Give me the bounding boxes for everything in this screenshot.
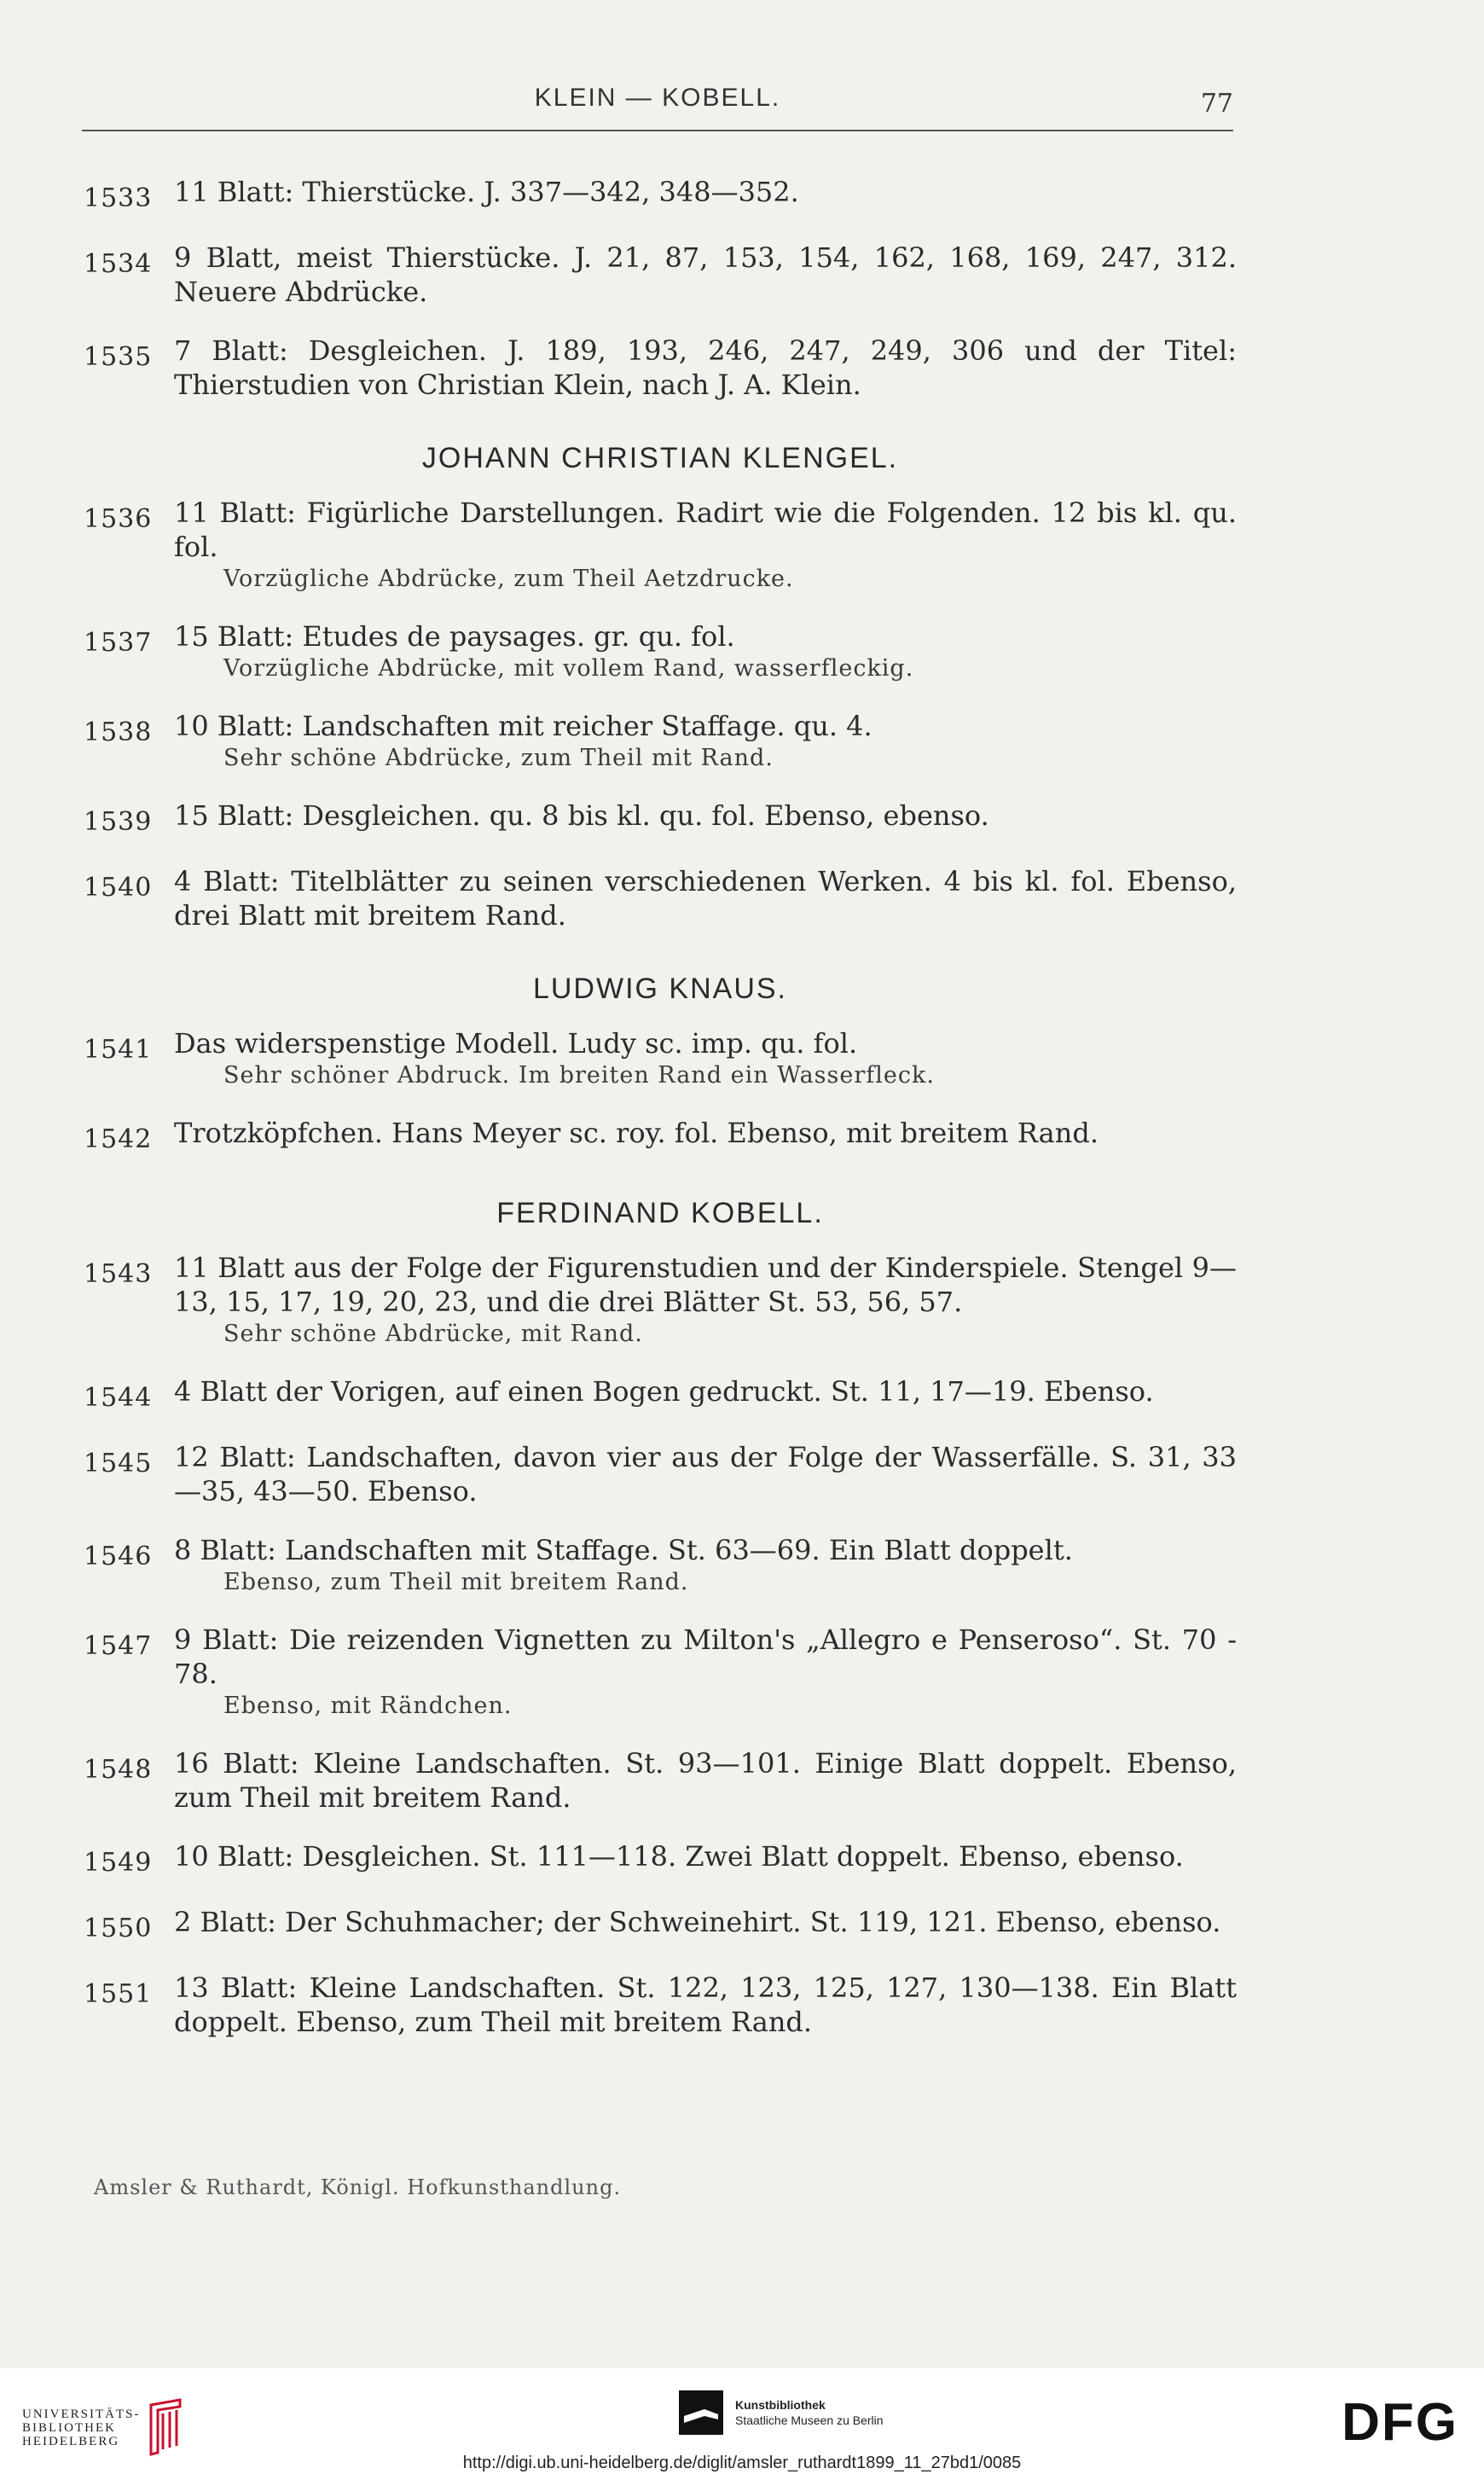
entry-description: 16 Blatt: Kleine Landschaften. St. 93—101. Einige Blatt doppelt. Ebenso, zum Theil mit breitem Rand. — [174, 1747, 1237, 1814]
entry-number: 1538 — [84, 717, 153, 747]
footer-bar — [0, 2368, 1484, 2480]
entry-number: 1534 — [84, 249, 153, 279]
section-title-knaus: LUDWIG KNAUS. — [532, 973, 788, 1005]
entry-number: 1545 — [84, 1449, 153, 1478]
catalogue-entry — [84, 1440, 1237, 1508]
entry-description: 9 Blatt: Die reizenden Vignetten zu Milton's „Allegro e Penseroso“. St. 70 - 78. — [174, 1623, 1237, 1690]
catalogue-entry — [84, 1905, 1237, 1946]
publisher-line: Amsler & Ruthardt, Königl. Hofkunsthandlung. — [94, 2175, 622, 2199]
entry-number: 1541 — [84, 1035, 153, 1065]
entry-description: Trotzköpfchen. Hans Meyer sc. roy. fol. Ebenso, mit breitem Rand. — [174, 1117, 1099, 1149]
catalogue-entry — [84, 864, 1237, 932]
catalogue-entry — [84, 619, 1237, 684]
entry-number: 1546 — [84, 1542, 153, 1571]
entry-number: 1550 — [84, 1914, 153, 1943]
entry-number: 1537 — [84, 628, 153, 658]
kunstbibliothek-emblem-icon — [679, 2390, 723, 2435]
catalogue-entry — [84, 1026, 1237, 1091]
catalogue-entry — [84, 496, 1237, 595]
catalogue-content — [84, 175, 1237, 2039]
entry-number: 1540 — [84, 873, 153, 903]
entry-note: Sehr schöne Abdrücke, mit Rand. — [223, 1321, 643, 1347]
ub-logo-line-3: HEIDELBERG — [22, 2435, 120, 2448]
entry-description: 11 Blatt: Thierstücke. J. 337—342, 348—352. — [174, 176, 799, 208]
page-number: 77 — [1200, 89, 1233, 119]
catalogue-entry — [84, 1533, 1237, 1598]
catalogue-entry — [84, 1116, 1237, 1157]
entry-description: 11 Blatt aus der Folge der Figurenstudien und der Kinderspiele. Stengel 9—13, 15, 17, 19, 20, 23, und die drei Blätter St. 53, 56, 57. — [174, 1252, 1237, 1318]
entry-number: 1533 — [84, 183, 153, 213]
ub-logo-text — [22, 2407, 141, 2448]
kunstbibliothek-name: Kunstbibliothek — [735, 2398, 826, 2412]
entry-description: 13 Blatt: Kleine Landschaften. St. 122, 123, 125, 127, 130—138. Ein Blatt doppelt. Ebenso, zum Theil mit breitem Rand. — [174, 1972, 1237, 2038]
entry-description: 8 Blatt: Landschaften mit Staffage. St. 63—69. Ein Blatt doppelt. — [174, 1534, 1073, 1566]
ub-heidelberg-logo[interactable] — [22, 2398, 187, 2458]
entry-number: 1535 — [84, 342, 153, 372]
catalogue-entry — [84, 1374, 1237, 1415]
entry-description: 11 Blatt: Figürliche Darstellungen. Radirt wie die Folgenden. 12 bis kl. qu. fol. — [174, 497, 1237, 563]
entry-description: Das widerspenstige Modell. Ludy sc. imp. qu. fol. — [174, 1027, 858, 1060]
entry-note: Vorzügliche Abdrücke, zum Theil Aetzdrucke. — [223, 566, 794, 592]
source-url-link[interactable]: http://digi.ub.uni-heidelberg.de/diglit/amsler_ruthardt1899_11_27bd1/0085 — [462, 2454, 1022, 2472]
entry-number: 1549 — [84, 1848, 153, 1878]
catalogue-entry — [84, 1746, 1237, 1815]
catalogue-entry — [84, 1971, 1237, 2039]
ub-logo-line-2: BIBLIOTHEK — [22, 2421, 116, 2435]
entry-number: 1551 — [84, 1979, 153, 2009]
running-title: KLEIN — KOBELL. — [534, 84, 781, 112]
entry-description: 2 Blatt: Der Schuhmacher; der Schweinehirt. St. 119, 121. Ebenso, ebenso. — [174, 1906, 1221, 1938]
catalogue-entry — [84, 709, 1237, 774]
entry-description: 7 Blatt: Desgleichen. J. 189, 193, 246, 247, 249, 306 und der Titel: Thierstudien von Christian Klein, nach J. A. Klein. — [174, 334, 1237, 401]
ub-emblem-icon — [144, 2398, 187, 2458]
entry-note: Vorzügliche Abdrücke, mit vollem Rand, wasserfleckig. — [223, 655, 914, 682]
kunstbibliothek-subtitle: Staatliche Museen zu Berlin — [735, 2413, 884, 2427]
entry-description: 9 Blatt, meist Thierstücke. J. 21, 87, 153, 154, 162, 168, 169, 247, 312. Neuere Abdrücke. — [174, 241, 1237, 308]
entry-description: 10 Blatt: Desgleichen. St. 111—118. Zwei Blatt doppelt. Ebenso, ebenso. — [174, 1840, 1184, 1873]
entry-description: 15 Blatt: Etudes de paysages. gr. qu. fol. — [174, 620, 735, 653]
page-header — [82, 84, 1233, 135]
catalogue-entry — [84, 334, 1237, 402]
entry-note: Ebenso, zum Theil mit breitem Rand. — [223, 1569, 689, 1595]
ub-logo-line-1: UNIVERSITÄTS- — [22, 2407, 141, 2421]
entry-description: 10 Blatt: Landschaften mit reicher Staffage. qu. 4. — [174, 710, 872, 742]
entry-note: Sehr schöne Abdrücke, zum Theil mit Rand. — [223, 745, 774, 771]
header-rule — [82, 130, 1233, 131]
section-title-kobell: FERDINAND KOBELL. — [496, 1197, 824, 1229]
entry-note: Ebenso, mit Rändchen. — [223, 1693, 513, 1719]
catalogue-entry — [84, 175, 1237, 216]
entry-description: 15 Blatt: Desgleichen. qu. 8 bis kl. qu. fol. Ebenso, ebenso. — [174, 799, 989, 832]
catalogue-entry — [84, 1839, 1237, 1880]
catalogue-entry — [84, 1623, 1237, 1722]
entry-number: 1544 — [84, 1383, 153, 1413]
entry-description: 12 Blatt: Landschaften, davon vier aus der Folge der Wasserfälle. S. 31, 33—35, 43—50. Ebenso. — [174, 1441, 1237, 1507]
entry-number: 1536 — [84, 504, 153, 534]
catalogue-entry — [84, 799, 1237, 839]
entry-description: 4 Blatt: Titelblätter zu seinen verschiedenen Werken. 4 bis kl. fol. Ebenso, drei Blatt mit breitem Rand. — [174, 865, 1237, 932]
section-title-klengel: JOHANN CHRISTIAN KLENGEL. — [421, 442, 899, 474]
catalogue-entry — [84, 241, 1237, 309]
entry-number: 1547 — [84, 1631, 153, 1661]
entry-number: 1539 — [84, 807, 153, 837]
entry-number: 1548 — [84, 1755, 153, 1785]
entry-note: Sehr schöner Abdruck. Im breiten Rand ein Wasserfleck. — [223, 1062, 935, 1089]
kunstbibliothek-logo[interactable] — [679, 2390, 884, 2435]
entry-number: 1543 — [84, 1259, 153, 1289]
dfg-logo[interactable]: DFG — [1342, 2393, 1458, 2452]
catalogue-entry — [84, 1251, 1237, 1350]
entry-description: 4 Blatt der Vorigen, auf einen Bogen gedruckt. St. 11, 17—19. Ebenso. — [174, 1375, 1154, 1408]
entry-number: 1542 — [84, 1124, 153, 1154]
